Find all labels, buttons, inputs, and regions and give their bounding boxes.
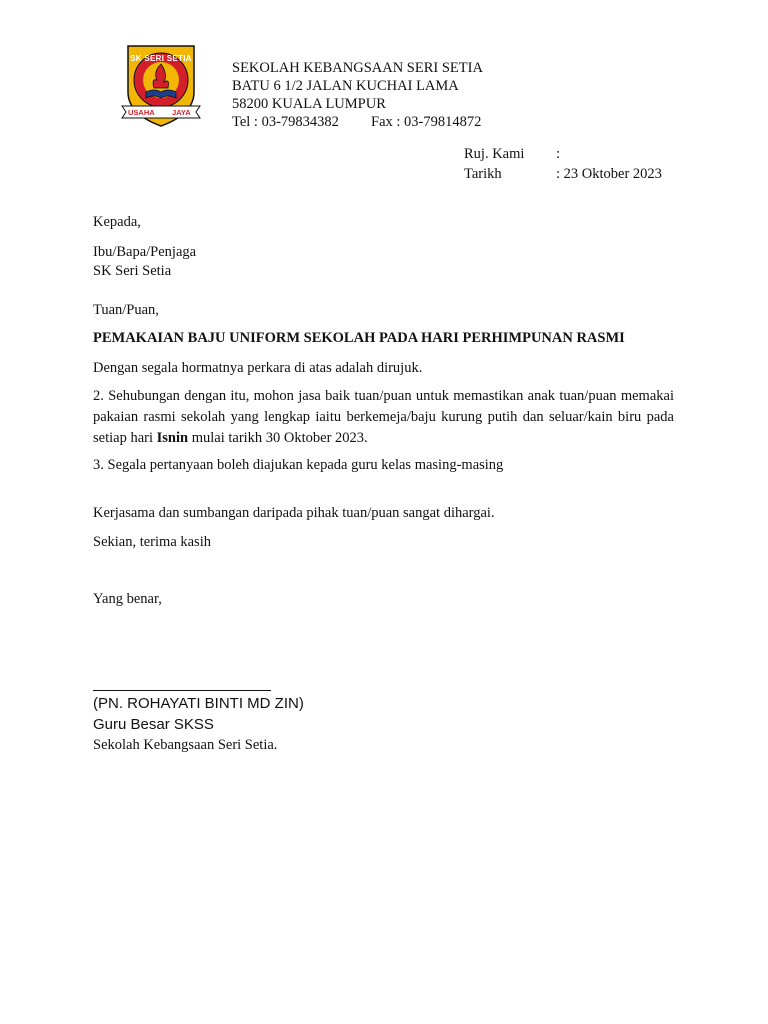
body-paragraph-3: 3. Segala pertanyaan boleh diajukan kepada guru kelas masing-masing [93,457,504,473]
body-paragraph-2-start: 2. Sehubungan dengan itu, mohon jasa baik tuan/puan untuk memastikan anak tuan/puan memakai pakaian rasmi sekolah yang lengkap iaitu berkemeja/baju kurung putih dan seluar/kain biru pada setiap hari [93,388,674,446]
letter-subject: PEMAKAIAN BAJU UNIFORM SEKOLAH PADA HARI PERHIMPUNAN RASMI [93,330,625,346]
signature-line [93,690,271,691]
date-value: : 23 Oktober 2023 [556,166,662,182]
school-tel: Tel : 03-79834382 [232,114,339,130]
ref-value: : [556,146,561,162]
recipient-to: Kepada, [93,214,141,230]
logo-motto-right: JAYA [172,108,191,117]
body-paragraph-2 [93,386,674,449]
school-address-line2: 58200 KUALA LUMPUR [232,96,386,112]
school-address-line1: BATU 6 1/2 JALAN KUCHAI LAMA [232,78,459,94]
school-fax: Fax : 03-79814872 [371,114,482,130]
school-name: SEKOLAH KEBANGSAAN SERI SETIA [232,60,483,76]
date-label: Tarikh [464,166,502,182]
recipient-line1: Ibu/Bapa/Penjaga [93,244,197,260]
signatory-title: Guru Besar SKSS [93,716,214,733]
body-paragraph-2-day: Isnin [156,430,189,446]
body-paragraph-4: Kerjasama dan sumbangan daripada pihak tuan/puan sangat dihargai. [93,505,495,521]
signatory-school: Sekolah Kebangsaan Seri Setia. [93,737,278,753]
logo-motto-left: USAHA [128,108,155,117]
logo-top-text: SK SERI SETIA [130,54,192,63]
closing: Yang benar, [93,591,162,607]
body-paragraph-2-end: mulai tarikh 30 Oktober 2023. [188,430,368,446]
body-paragraph-1: Dengan segala hormatnya perkara di atas adalah dirujuk. [93,360,423,376]
ref-label: Ruj. Kami [464,146,525,162]
signatory-name: (PN. ROHAYATI BINTI MD ZIN) [93,695,304,712]
salutation: Tuan/Puan, [93,302,159,318]
recipient-line2: SK Seri Setia [93,263,172,279]
school-logo [120,42,202,130]
body-paragraph-5: Sekian, terima kasih [93,534,211,550]
